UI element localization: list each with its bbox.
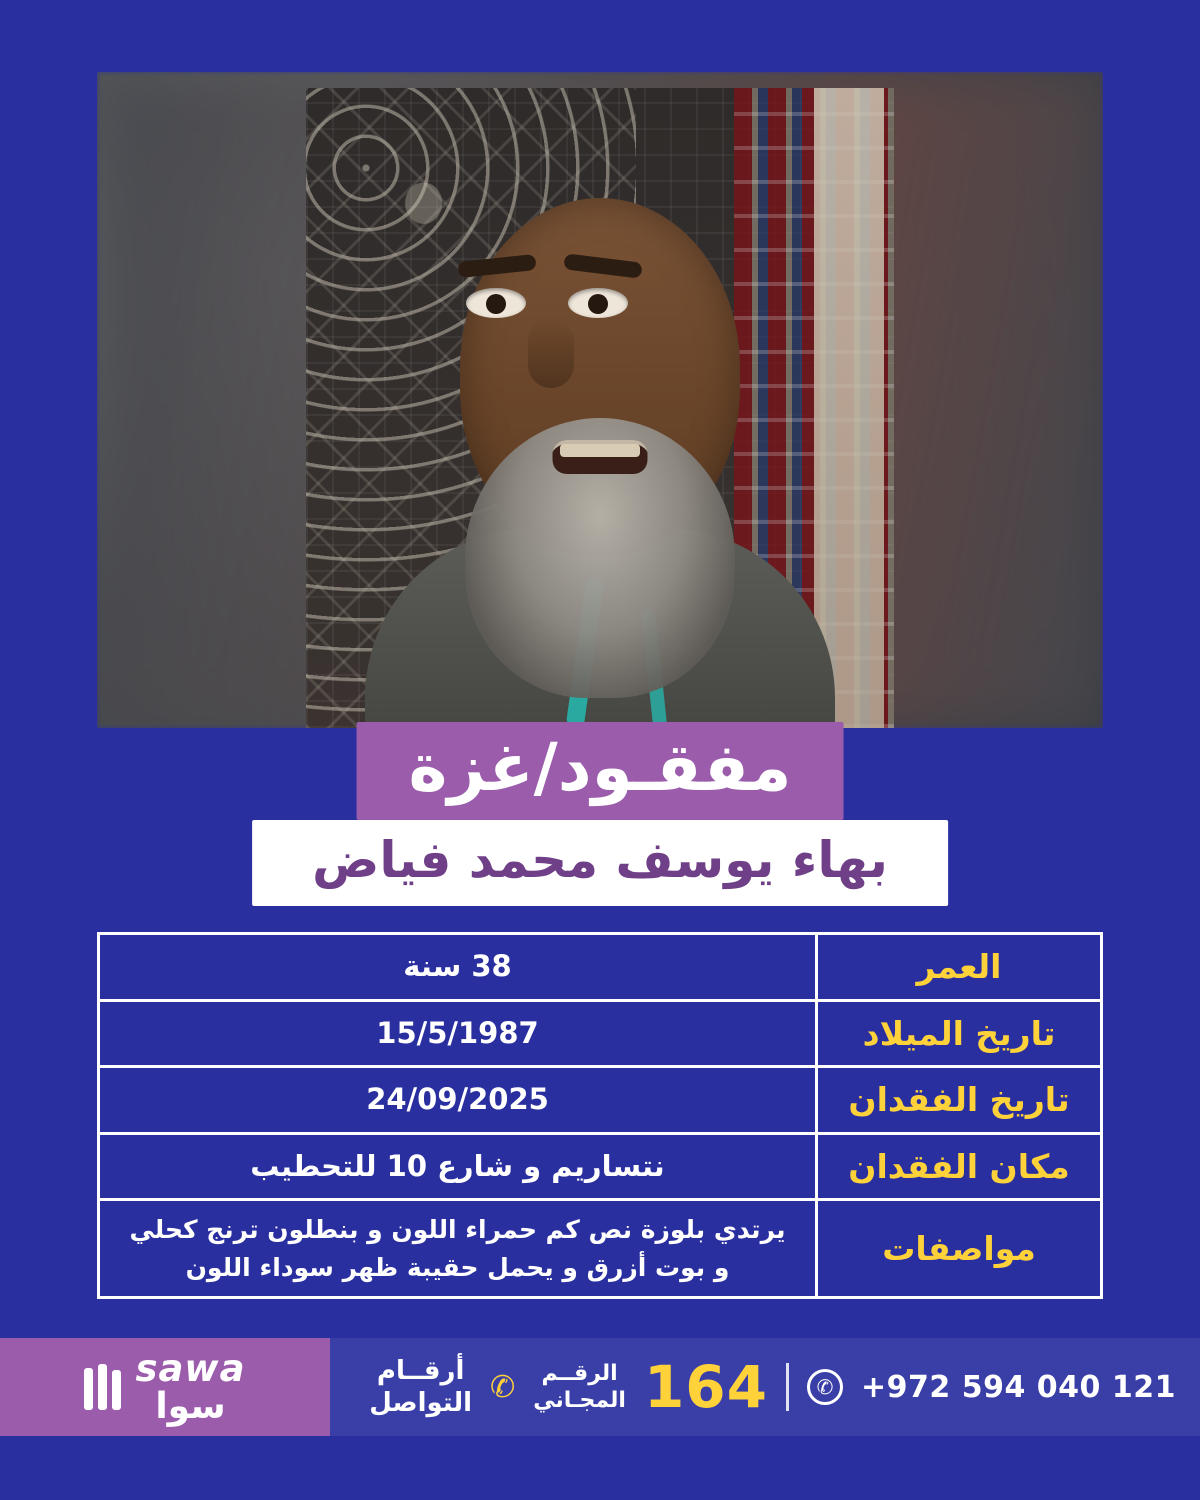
row-label-age: العمر: [815, 935, 1100, 999]
photo-band: [97, 72, 1103, 728]
free-number-label-line2: المجـاني: [533, 1388, 626, 1413]
row-label-missing-date: تاريخ الفقدان: [815, 1068, 1100, 1132]
row-value-description: يرتدي بلوزة نص كم حمراء اللون و بنطلون ترنج كحلي و بوت أزرق و يحمل حقيبة ظهر سوداء اللون: [129, 1215, 786, 1282]
wall-panel: [814, 88, 884, 728]
free-number-label-line1: الرقــم: [541, 1360, 618, 1386]
person-name: بهاء يوسف محمد فياض: [312, 831, 888, 889]
whatsapp-icon[interactable]: ✆: [807, 1369, 843, 1405]
footer-contact-block: [330, 1353, 1200, 1421]
footer-divider: [786, 1363, 789, 1411]
person-pupil-left: [486, 294, 506, 314]
row-value-missing-date: 24/09/2025: [366, 1082, 549, 1116]
sawa-logo-arabic: سوا: [155, 1385, 226, 1427]
table-row: [100, 1068, 1100, 1135]
contact-label-line1: أرقــام: [376, 1355, 465, 1386]
status-badge: [357, 722, 844, 820]
sawa-logo-latin: sawa: [135, 1346, 246, 1390]
details-table: [97, 932, 1103, 1299]
footer-bar: [0, 1338, 1200, 1436]
table-row: [100, 1002, 1100, 1069]
missing-person-photo: [306, 88, 894, 728]
status-badge-label: مفقـود/غزة: [408, 729, 792, 806]
row-label-missing-place: مكان الفقدان: [815, 1135, 1100, 1199]
row-label-description: مواصفات: [815, 1201, 1100, 1296]
person-name-plate: [252, 820, 948, 906]
person-nose: [528, 318, 574, 388]
free-number-label: [533, 1360, 626, 1415]
row-value-age: 38 سنة: [403, 949, 512, 983]
table-row: [100, 1201, 1100, 1299]
contact-label-line2: التواصل: [369, 1388, 473, 1418]
table-row: [100, 935, 1100, 1002]
person-teeth: [560, 444, 640, 457]
row-value-birthdate: 15/5/1987: [376, 1015, 539, 1050]
row-value-missing-place: نتساريم و شارع 10 للتحطيب: [250, 1148, 665, 1183]
sawa-logo-mark-icon: [84, 1364, 121, 1410]
mobile-number[interactable]: +972 594 040 121: [861, 1369, 1176, 1405]
free-number[interactable]: 164: [643, 1353, 769, 1421]
person-pupil-right: [588, 294, 608, 314]
table-row: [100, 1135, 1100, 1202]
sawa-logo-text: [135, 1346, 246, 1427]
row-label-birthdate: تاريخ الميلاد: [815, 1002, 1100, 1066]
sawa-logo: [0, 1338, 330, 1436]
contact-label: [369, 1355, 472, 1420]
phone-icon: ✆: [490, 1369, 516, 1405]
